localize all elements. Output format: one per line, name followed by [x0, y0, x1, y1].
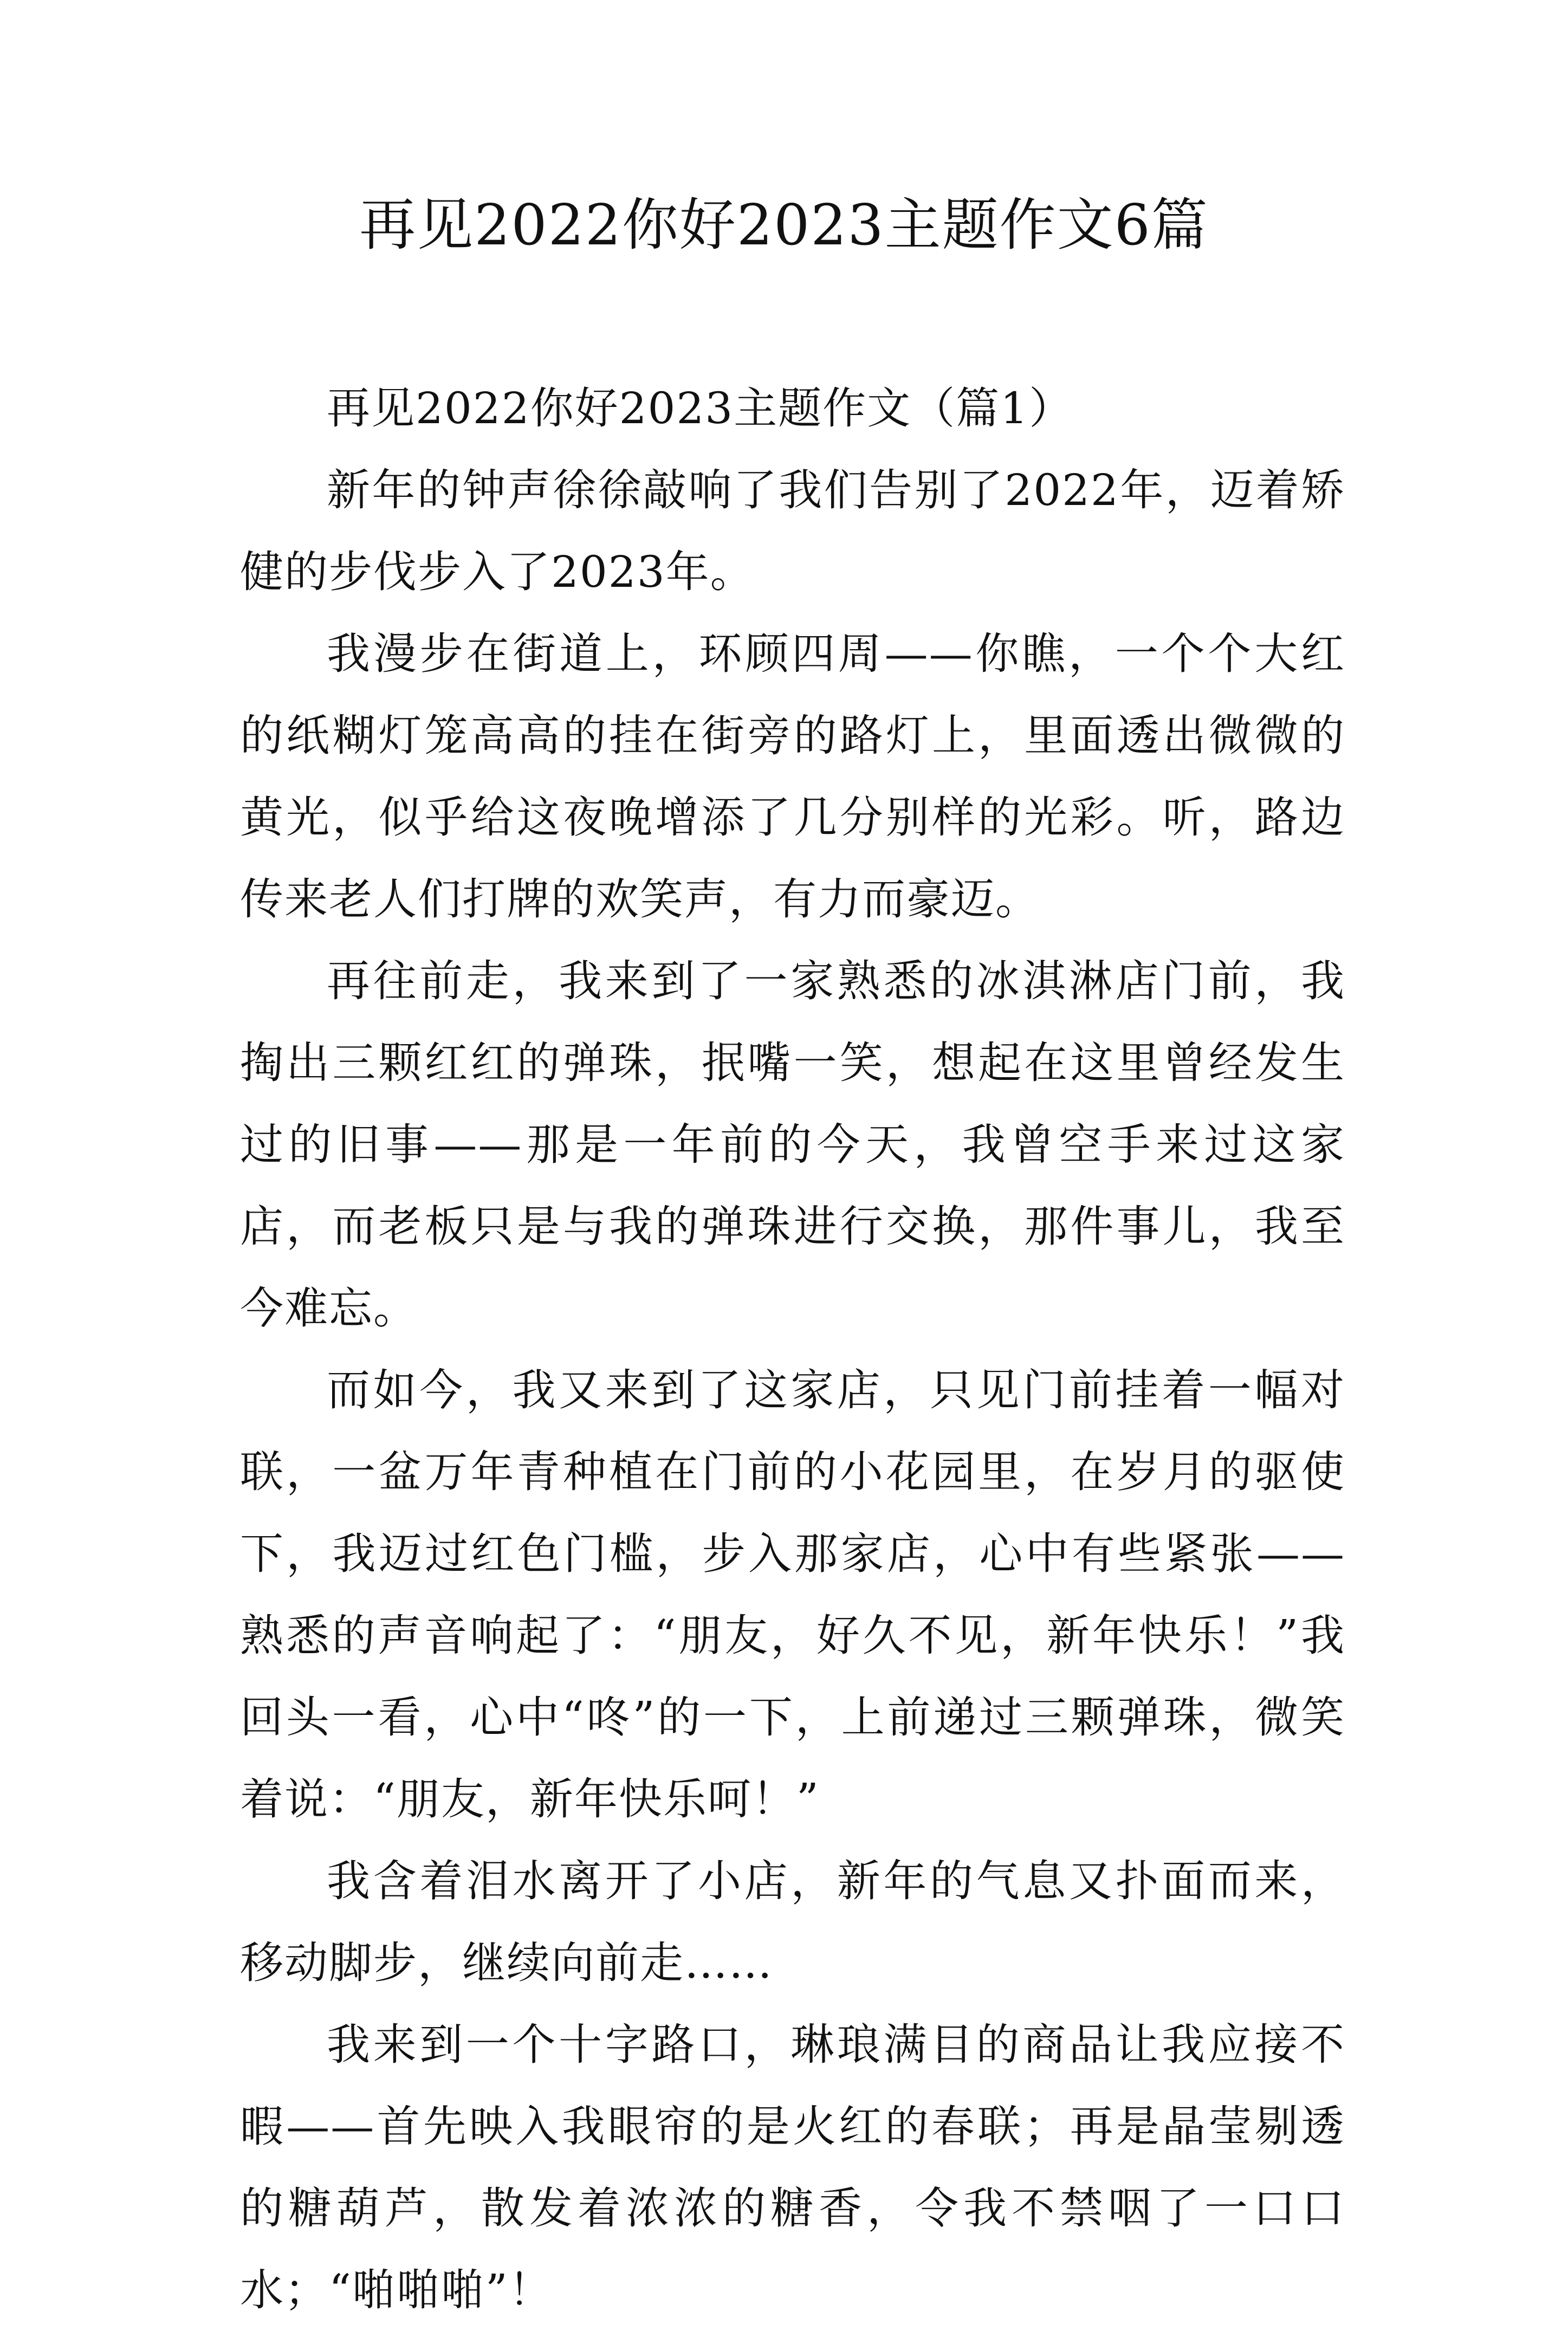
paragraph: 而如今，我又来到了这家店，只见门前挂着一幅对联，一盆万年青种植在门前的小花园里，在岁月的驱使下，我迈过红色门槛，步入那家店，心中有些紧张——熟悉的声音响起了：“朋友，好久不见，新年快乐！”我回头一看，心中“咚”的一下，上前递过三颗弹珠，微笑着说：“朋友，新年快乐呵！”: [240, 1365, 1345, 1824]
section-heading: 再见2022你好2023主题作文（篇1）: [327, 383, 1074, 433]
document-body: [240, 367, 1345, 2331]
paragraph: 新年的钟声徐徐敲响了我们告别了2022年，迈着矫健的步伐步入了2023年。: [240, 465, 1345, 597]
paragraph: 我来到一个十字路口，琳琅满目的商品让我应接不暇——首先映入我眼帘的是火红的春联；再是晶莹剔透的糖葫芦，散发着浓浓的糖香，令我不禁咽了一口口水；“啪啪啪”！: [240, 2019, 1345, 2315]
paragraph: 我漫步在街道上，环顾四周——你瞧，一个个大红的纸糊灯笼高高的挂在街旁的路灯上，里面透出微微的黄光，似乎给这夜晚增添了几分别样的光彩。听，路边传来老人们打牌的欢笑声，有力而豪迈。: [240, 629, 1345, 924]
paragraph: 我含着泪水离开了小店，新年的气息又扑面而来，移动脚步，继续向前走……: [240, 1856, 1345, 1988]
document-title: 再见2022你好2023主题作文6篇: [359, 192, 1209, 258]
paragraph: 再往前走，我来到了一家熟悉的冰淇淋店门前，我掏出三颗红红的弹珠，抿嘴一笑，想起在这里曾经发生过的旧事——那是一年前的今天，我曾空手来过这家店，而老板只是与我的弹珠进行交换，那件事儿，我至今难忘。: [240, 956, 1345, 1333]
